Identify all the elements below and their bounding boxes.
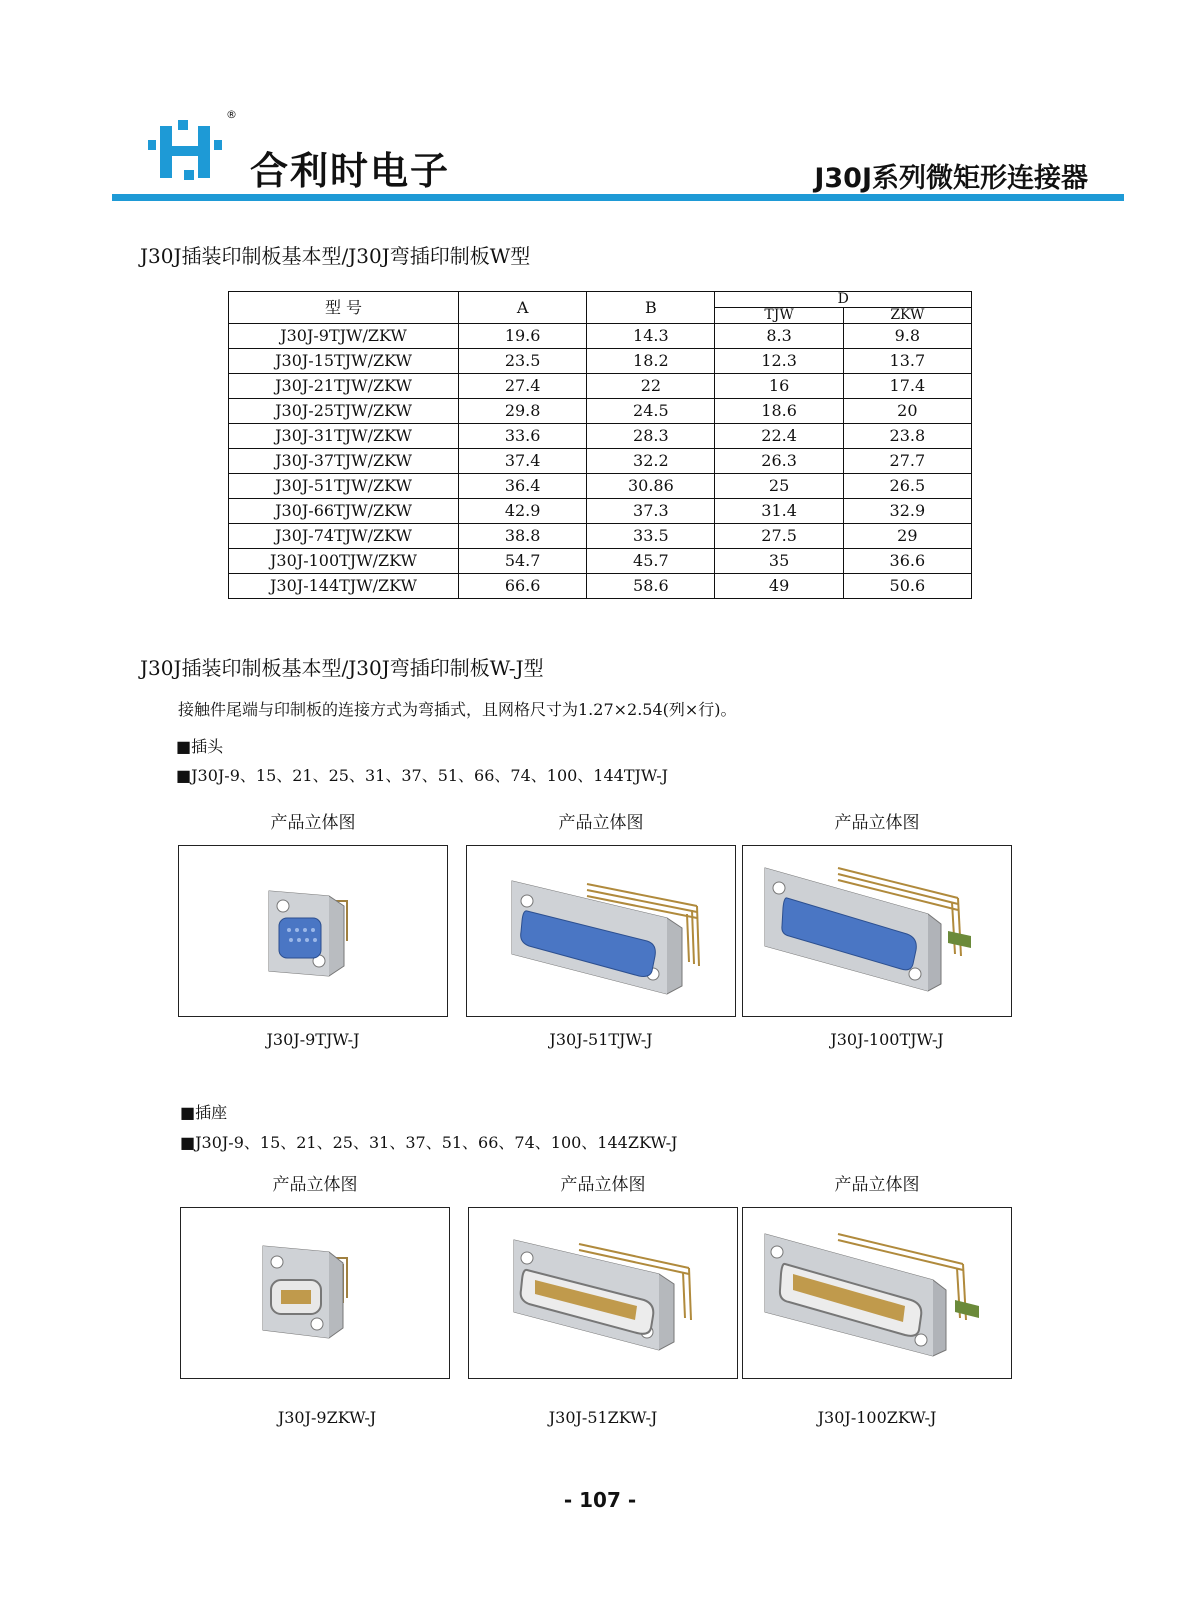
cell-zkw: 36.6	[843, 549, 971, 574]
page-number: - 107 -	[563, 1488, 637, 1512]
cell-zkw: 29	[843, 524, 971, 549]
cell-b: 45.7	[587, 549, 715, 574]
cell-model: J30J-100TJW/ZKW	[229, 549, 459, 574]
socket-label: ■插座	[180, 1103, 228, 1122]
table-row	[229, 499, 972, 524]
connector-plug-small-icon	[179, 846, 447, 1016]
cell-tjw: 16	[715, 374, 843, 399]
cell-a: 23.5	[459, 349, 587, 374]
cell-zkw: 50.6	[843, 574, 971, 599]
cell-zkw: 27.7	[843, 449, 971, 474]
cell-b: 22	[587, 374, 715, 399]
connector-plug-large-icon	[743, 846, 1011, 1016]
plug-models-line: ■J30J-9、15、21、25、31、37、51、66、74、100、144TJW-J	[176, 766, 669, 785]
cell-a: 27.4	[459, 374, 587, 399]
plug-model-2: J30J-51TJW-J	[549, 1030, 653, 1049]
socket-caption-2: 产品立体图	[560, 1175, 646, 1195]
col-header-b: B	[587, 292, 715, 324]
socket-image-1	[180, 1207, 450, 1379]
cell-a: 54.7	[459, 549, 587, 574]
cell-zkw: 17.4	[843, 374, 971, 399]
cell-tjw: 35	[715, 549, 843, 574]
connector-socket-large-icon	[743, 1208, 1011, 1378]
plug-image-3	[742, 845, 1012, 1017]
plug-image-2	[466, 845, 736, 1017]
col-header-model: 型 号	[229, 292, 459, 324]
cell-model: J30J-74TJW/ZKW	[229, 524, 459, 549]
cell-zkw: 20	[843, 399, 971, 424]
cell-a: 33.6	[459, 424, 587, 449]
plug-caption-1: 产品立体图	[270, 813, 356, 833]
col-header-a: A	[459, 292, 587, 324]
cell-tjw: 18.6	[715, 399, 843, 424]
cell-a: 42.9	[459, 499, 587, 524]
socket-caption-3: 产品立体图	[834, 1175, 920, 1195]
connector-socket-small-icon	[181, 1208, 449, 1378]
plug-caption-2: 产品立体图	[558, 813, 644, 833]
cell-zkw: 13.7	[843, 349, 971, 374]
table-row	[229, 349, 972, 374]
cell-b: 24.5	[587, 399, 715, 424]
col-header-d-tjw: TJW	[715, 308, 843, 324]
col-header-d: D	[715, 292, 972, 308]
company-logo	[148, 108, 248, 192]
cell-tjw: 8.3	[715, 324, 843, 349]
socket-model-3: J30J-100ZKW-J	[817, 1408, 937, 1427]
cell-a: 29.8	[459, 399, 587, 424]
table-row	[229, 399, 972, 424]
cell-b: 37.3	[587, 499, 715, 524]
table-row	[229, 549, 972, 574]
connector-socket-medium-icon	[469, 1208, 737, 1378]
cell-a: 37.4	[459, 449, 587, 474]
cell-model: J30J-9TJW/ZKW	[229, 324, 459, 349]
company-name: 合利时电子	[250, 149, 451, 193]
socket-model-1: J30J-9ZKW-J	[277, 1408, 377, 1427]
plug-model-3: J30J-100TJW-J	[830, 1030, 944, 1049]
socket-caption-1: 产品立体图	[272, 1175, 358, 1195]
cell-model: J30J-25TJW/ZKW	[229, 399, 459, 424]
cell-b: 14.3	[587, 324, 715, 349]
cell-model: J30J-144TJW/ZKW	[229, 574, 459, 599]
registered-mark: ®	[226, 108, 237, 121]
table-row	[229, 424, 972, 449]
dimension-table-body	[229, 324, 972, 599]
cell-a: 66.6	[459, 574, 587, 599]
cell-model: J30J-66TJW/ZKW	[229, 499, 459, 524]
cell-b: 28.3	[587, 424, 715, 449]
section1-title: J30J插装印制板基本型/J30J弯插印制板W型	[140, 244, 531, 268]
col-header-d-zkw: ZKW	[843, 308, 971, 324]
cell-model: J30J-51TJW/ZKW	[229, 474, 459, 499]
table-row	[229, 524, 972, 549]
cell-tjw: 26.3	[715, 449, 843, 474]
cell-tjw: 22.4	[715, 424, 843, 449]
cell-b: 33.5	[587, 524, 715, 549]
cell-a: 19.6	[459, 324, 587, 349]
cell-zkw: 32.9	[843, 499, 971, 524]
plug-label: ■插头	[176, 737, 224, 756]
dimension-table	[228, 291, 972, 599]
cell-model: J30J-21TJW/ZKW	[229, 374, 459, 399]
cell-model: J30J-15TJW/ZKW	[229, 349, 459, 374]
plug-image-1	[178, 845, 448, 1017]
cell-a: 38.8	[459, 524, 587, 549]
table-row	[229, 449, 972, 474]
cell-tjw: 31.4	[715, 499, 843, 524]
cell-b: 32.2	[587, 449, 715, 474]
plug-model-1: J30J-9TJW-J	[266, 1030, 360, 1049]
table-row	[229, 574, 972, 599]
cell-tjw: 25	[715, 474, 843, 499]
section2-title: J30J插装印制板基本型/J30J弯插印制板W-J型	[140, 656, 544, 680]
cell-model: J30J-37TJW/ZKW	[229, 449, 459, 474]
cell-a: 36.4	[459, 474, 587, 499]
table-row	[229, 374, 972, 399]
cell-b: 18.2	[587, 349, 715, 374]
section2-description: 接触件尾端与印制板的连接方式为弯插式，且网格尺寸为1.27×2.54(列×行)。	[178, 700, 737, 719]
cell-zkw: 26.5	[843, 474, 971, 499]
cell-zkw: 9.8	[843, 324, 971, 349]
socket-model-2: J30J-51ZKW-J	[548, 1408, 658, 1427]
table-row	[229, 324, 972, 349]
socket-models-line: ■J30J-9、15、21、25、31、37、51、66、74、100、144ZKW-J	[180, 1133, 678, 1152]
cell-tjw: 49	[715, 574, 843, 599]
socket-image-3	[742, 1207, 1012, 1379]
cell-b: 58.6	[587, 574, 715, 599]
plug-caption-3: 产品立体图	[834, 813, 920, 833]
connector-plug-medium-icon	[467, 846, 735, 1016]
cell-tjw: 12.3	[715, 349, 843, 374]
cell-zkw: 23.8	[843, 424, 971, 449]
table-row	[229, 474, 972, 499]
cell-model: J30J-31TJW/ZKW	[229, 424, 459, 449]
cell-tjw: 27.5	[715, 524, 843, 549]
cell-b: 30.86	[587, 474, 715, 499]
logo-mark-icon	[148, 112, 248, 192]
series-title: J30J系列微矩形连接器	[814, 163, 1088, 194]
socket-image-2	[468, 1207, 738, 1379]
header-rule	[112, 194, 1124, 201]
